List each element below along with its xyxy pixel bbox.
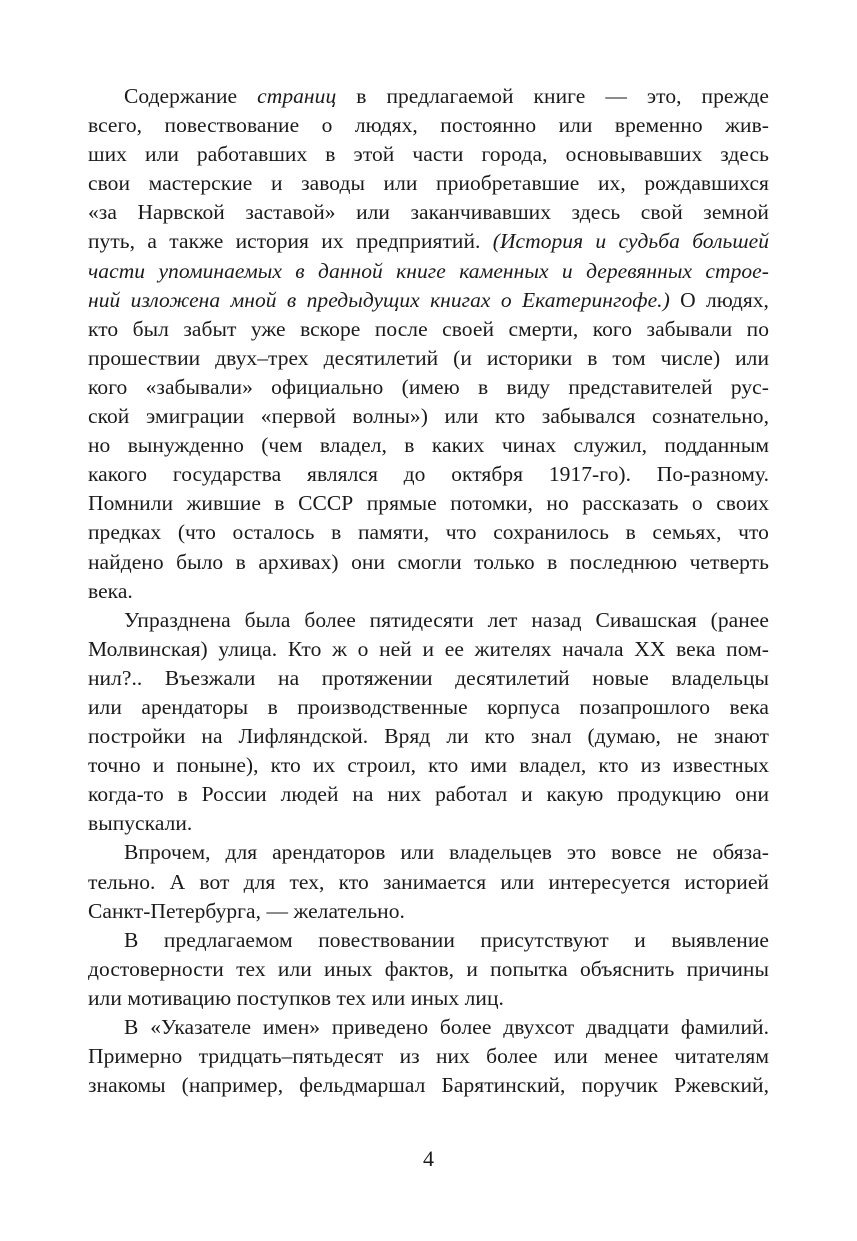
text-line: [88, 518, 769, 547]
text-segment: предках (что осталось в памяти, что сохранилось в семьях, что: [88, 520, 769, 545]
text-line: [88, 955, 769, 984]
text-segment: или мотивацию поступков тех или иных лиц.: [88, 985, 504, 1010]
text-line: [88, 140, 769, 169]
text-segment: «за Нарвской заставой» или заканчивавших здесь свой земной: [88, 200, 769, 225]
text-line: [88, 838, 769, 867]
text-line: [88, 751, 769, 780]
italic-text: страниц: [257, 84, 337, 108]
text-line: [88, 897, 769, 926]
text-line: [88, 926, 769, 955]
text-line: [88, 722, 769, 751]
text-line: [88, 402, 769, 431]
text-segment: Впрочем, для арендаторов или владельцев это вовсе не обяза-: [124, 840, 769, 865]
text-line: [88, 635, 769, 664]
text-line: [88, 868, 769, 897]
text-segment: кто был забыт уже вскоре после своей смерти, кого забывали по: [88, 316, 769, 341]
text-segment: знакомы (например, фельдмаршал Барятинский, поручик Ржевский,: [88, 1073, 769, 1098]
text-segment: прошествии двух–трех десятилетий (и историки в том числе) или: [88, 345, 769, 370]
text-segment: Упразднена была более пятидесяти лет назад Сивашская (ранее: [124, 607, 769, 632]
text-segment: века.: [88, 578, 133, 603]
text-line: [88, 606, 769, 635]
text-line: [88, 257, 769, 286]
text-segment: Примерно тридцать–пятьдесят из них более или менее читателям: [88, 1044, 769, 1069]
text-segment: выпускали.: [88, 811, 193, 836]
text-line: [88, 548, 769, 577]
italic-text: (История и судьба большей: [492, 229, 770, 254]
text-segment: достоверности тех или иных фактов, и попытка объяснить причины: [88, 956, 769, 981]
text-line: [88, 82, 769, 111]
italic-text: части упоминаемых в данной книге каменных и деревянных строе-: [88, 258, 769, 283]
text-line: [88, 1013, 769, 1042]
text-segment: Помнили жившие в СССР прямые потомки, но рассказать о своих: [88, 491, 769, 516]
text-segment: когда-то в России людей на них работал и какую продукцию они: [88, 782, 769, 807]
text-line: [88, 431, 769, 460]
text-segment: свои мастерские и заводы или приобретавшие их, рождавшихся: [88, 171, 769, 196]
page-number: 4: [423, 1146, 434, 1171]
text-segment: Содержание: [124, 84, 258, 108]
paragraph: [88, 926, 769, 1013]
text-line: [88, 664, 769, 693]
text-segment: ской эмиграции «первой волны») или кто забывался сознательно,: [88, 404, 769, 429]
text-line: [88, 286, 769, 315]
text-segment: кого «забывали» официально (имею в виду представителей рус-: [88, 374, 769, 399]
text-segment: в предлагаемой книге — это, прежде: [336, 84, 769, 108]
page-body: [88, 82, 769, 1100]
text-line: [88, 169, 769, 198]
text-segment: Санкт-Петербурга, — желательно.: [88, 898, 405, 923]
text-line: [88, 780, 769, 809]
paragraph: [88, 606, 769, 839]
text-line: [88, 984, 769, 1013]
text-line: [88, 460, 769, 489]
text-line: [88, 489, 769, 518]
text-segment: тельно. А вот для тех, кто занимается или интересуется историей: [88, 869, 769, 894]
text-line: [88, 373, 769, 402]
italic-text: ний изложена мной в предыдущих книгах о Екатерингофе.): [88, 287, 670, 312]
text-segment: О людях,: [669, 287, 769, 312]
text-segment: постройки на Лифляндской. Вряд ли кто знал (думаю, не знают: [88, 724, 769, 749]
text-line: [88, 1071, 769, 1100]
text-segment: нил?.. Въезжали на протяжении десятилетий новые владельцы: [88, 665, 769, 690]
text-segment: ших или работавших в этой части города, основывавших здесь: [88, 142, 769, 167]
text-line: [88, 315, 769, 344]
text-line: [88, 227, 769, 256]
text-segment: В предлагаемом повествовании присутствуют и выявление: [124, 927, 769, 952]
text-segment: точно и поныне), кто их строил, кто ими владел, кто из известных: [88, 753, 769, 778]
text-segment: но вынужденно (чем владел, в каких чинах служил, подданным: [88, 433, 769, 458]
paragraph: [88, 82, 769, 606]
text-line: [88, 198, 769, 227]
text-line: [88, 1042, 769, 1071]
text-segment: найдено было в архивах) они смогли только в последнюю четверть: [88, 549, 769, 574]
text-segment: Молвинская) улица. Кто ж о ней и ее жителях начала XX века пом-: [88, 636, 769, 661]
text-line: [88, 344, 769, 373]
text-line: [88, 111, 769, 140]
paragraph: [88, 1013, 769, 1100]
text-line: [88, 809, 769, 838]
paragraph: [88, 838, 769, 925]
text-segment: или арендаторы в производственные корпуса позапрошлого века: [88, 694, 769, 719]
text-segment: какого государства являлся до октября 1917-го). По-разному.: [88, 462, 769, 487]
text-line: [88, 693, 769, 722]
text-segment: всего, повествование о людях, постоянно или временно жив-: [88, 113, 769, 138]
text-segment: путь, а также история их предприятий.: [88, 229, 493, 254]
text-segment: В «Указателе имен» приведено более двухсот двадцати фамилий.: [124, 1015, 769, 1039]
text-line: [88, 577, 769, 606]
